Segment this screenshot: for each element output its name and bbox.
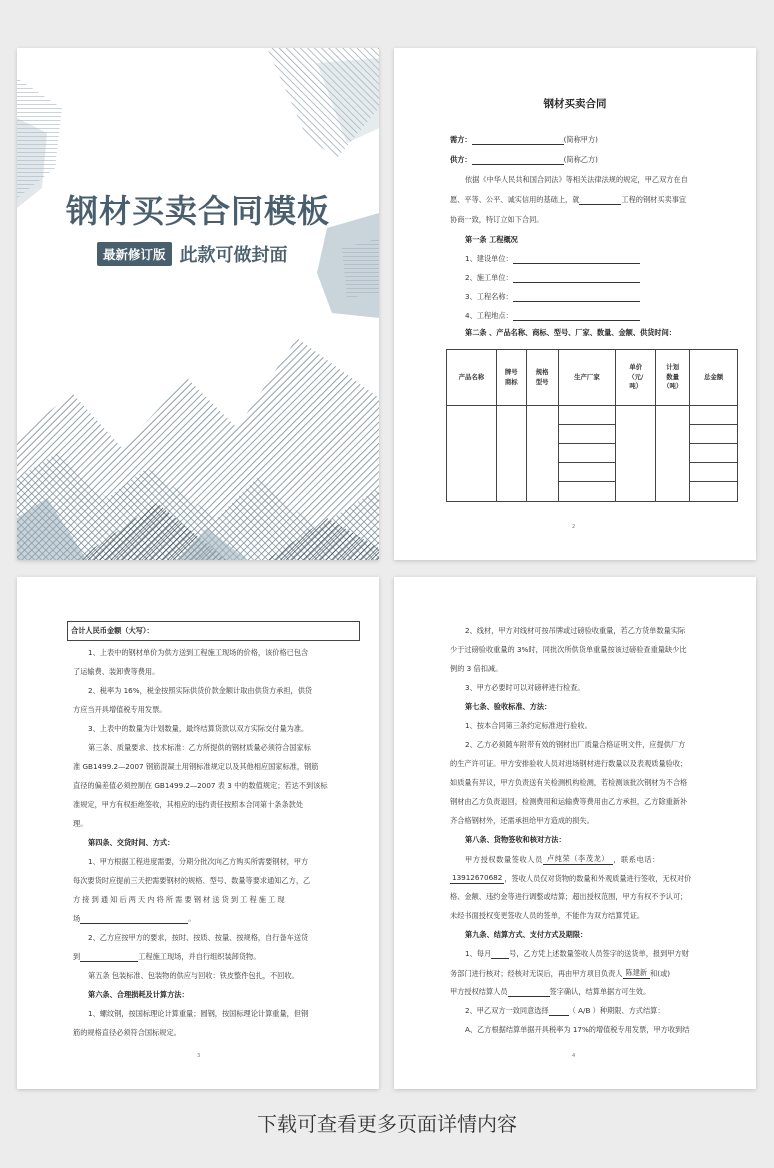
page-number: 2	[572, 524, 576, 530]
text-line: 理。	[73, 819, 88, 828]
text-line: 甲方授权结算人员 签字确认，结算单据方可生效。	[450, 987, 651, 996]
contract-page-4	[394, 577, 756, 1089]
text-line: 方接到通知后两天内将所需要钢材送货到工程施工现	[73, 895, 287, 904]
text-line: 2、税率为 16%，税金按照实际供货价款金额计取由供货方承担，供货	[88, 686, 313, 695]
receiver-name: 卢纯荣（李茂龙）	[543, 853, 613, 865]
text-line: 如质量有异议，甲方负责送有关检测机构检测，若检测该批次钢材为不合格	[450, 778, 688, 787]
table-header: 生产厂家	[558, 350, 616, 406]
text-line: 第五条 包装标准、包装物的供应与回收：铁皮整件包扎，不回收。	[88, 971, 299, 980]
text-line: 第三条、质量要求、技术标准：乙方所提供的钢材质量必须符合国家标	[88, 743, 311, 752]
cover-page	[17, 48, 379, 560]
table-header-row	[447, 350, 738, 406]
table-header: 计划 数量 （吨）	[656, 350, 690, 406]
manager-name: 陈建新	[623, 967, 651, 979]
text-line: 了运输费、装卸费等费用。	[73, 667, 160, 676]
text-line: 的生产许可证。甲方安排验收人员对进场钢材进行数量以及表观质量验收；	[450, 759, 688, 768]
page-number: 4	[572, 1053, 576, 1059]
project-item-2: 2、施工单位：	[465, 272, 640, 283]
article-2-heading: 第二条 、产品名称、商标、型号、厂家、数量、金额、供货时间：	[465, 328, 676, 337]
article-9-heading: 第九条、结算方式、支付方式及期限：	[465, 930, 588, 939]
text-line: 未经书面授权变更签收人员的签单，不能作为双方结算凭证。	[450, 911, 645, 920]
download-caption: 下载可查看更多页面详情内容	[257, 1112, 517, 1136]
text-line: 2、线材，甲方对线材可按吊牌或过磅验收重量，若乙方货单数量实际	[465, 626, 686, 635]
text-line: 3、上表中的数量为计划数量，最终结算货款以双方实际交付量为准。	[88, 724, 309, 733]
product-table	[446, 349, 738, 502]
seller-line: 供方： (简称乙方)	[450, 155, 598, 164]
project-item-1: 1、建设单位：	[465, 253, 640, 264]
table-header: 总金额	[690, 350, 738, 406]
intro-line-1: 依据《中华人民共和国合同法》等相关法律法规的规定，甲乙双方在自	[465, 175, 688, 184]
text-line: 齐合格钢材外，还需承担给甲方造成的损失。	[450, 816, 594, 825]
text-line: 每次要货时应提前三天把需要钢材的规格、型号、数量等要求通知乙方，乙	[73, 876, 311, 885]
intro-line-2: 愿、平等、公平、诚实信用的基础上，就 工程的钢材买卖事宜	[450, 195, 687, 204]
text-line: 1、按本合同第三条约定标准进行验收。	[465, 721, 592, 730]
text-line: 1、螺纹钢，按国标理论计算重量；圆钢，按国标理论计算重量，但钢	[88, 1009, 309, 1018]
project-item-4: 4、工程地点：	[465, 310, 640, 321]
buyer-blank	[472, 144, 564, 145]
cover-subtitle: 此款可做封面	[179, 245, 288, 266]
text-line: 准规定，甲方有权拒绝签收，其相应的违约责任按照本合同第十条条款处	[73, 800, 304, 809]
seller-blank	[472, 164, 564, 165]
text-line: 甲方授权数量签收人员 卢纯荣（李茂龙） ，联系电话：	[465, 854, 660, 864]
contract-page-3	[17, 577, 379, 1089]
sum-label: 合计人民币金额（大写）：	[71, 626, 154, 635]
cover-badge: 最新修订版	[97, 242, 172, 266]
cover-subtitle-row	[97, 241, 288, 267]
article-1-heading: 第一条 工程概况	[465, 235, 518, 244]
article-7-heading: 第七条、验收标准、方法：	[465, 702, 552, 711]
project-item-3: 3、工程名称：	[465, 291, 640, 302]
table-header: 产品名称	[447, 350, 497, 406]
table-header: 规格 型号	[526, 350, 558, 406]
article-6-heading: 第六条、合理损耗及计算方法：	[88, 990, 189, 999]
text-line: 格、金额、违约金等进行调整或结算；超出授权范围，甲方有权不予认可；	[450, 892, 688, 901]
text-line: 3、甲方必要时可以对磅秤进行检查。	[465, 683, 585, 692]
text-line: 少于过磅验收重量的 3%时，同批次所供货单重量按该过磅验查重量缺少比	[450, 645, 687, 654]
cover-title: 钢材买卖合同模板	[65, 192, 330, 230]
table-header: 牌号 商标	[496, 350, 526, 406]
article-4-heading: 第四条、交货时间、方式：	[88, 838, 175, 847]
text-line: 1、甲方根据工程进度需要，分期分批次向乙方购买所需要钢材，甲方	[88, 857, 309, 866]
text-line: 13912670682 ，签收人员仅对货物的数量和外观质量进行签收，无权对价	[452, 873, 692, 883]
text-line: A、乙方根据结算单据开具税率为 17%的增值税专用发票，甲方收到结	[465, 1025, 690, 1034]
text-line: 1、每月 号，乙方凭上述数量签收人员签字的送货单，报到甲方财	[465, 949, 689, 958]
text-line: 场 。	[73, 914, 196, 923]
table-row	[447, 406, 738, 425]
text-line: 直径的偏差值必须控制在 GB1499.2—2007 表 3 中的数值规定；若达不到该标	[73, 781, 328, 790]
article-8-heading: 第八条、货物签收和核对方法：	[465, 835, 566, 844]
contract-page-2	[394, 48, 756, 560]
text-line: 准 GB1499.2—2007 钢筋混凝土用钢标准规定以及其他相应国家标准，钢筋	[73, 762, 319, 771]
text-line: 例的 3 倍扣减。	[450, 664, 503, 673]
text-line: 2、乙方应按甲方的要求，按时、按质、按量、按规格，自行备车送货	[88, 933, 309, 942]
cover-geometric-pattern	[17, 48, 379, 560]
contract-title: 钢材买卖合同	[543, 98, 607, 110]
buyer-line: 需方： (简称甲方)	[450, 135, 598, 144]
text-line: 钢材由乙方负责退回，检测费用和运输费等费用由乙方承担，乙方除重新补	[450, 797, 688, 806]
text-line: 到 工程施工现场，并自行组织装卸货物。	[73, 952, 261, 961]
text-line: 务部门进行核对；经核对无误后，再由甲方项目负责人 陈建新 和(或)	[450, 968, 671, 978]
table-header: 单价 （元/ 吨）	[616, 350, 656, 406]
phone-number: 13912670682	[450, 872, 504, 884]
text-line: 筋的规格直径必须符合国标规定。	[73, 1028, 181, 1037]
text-line: 2、乙方必须随车附带有效的钢材出厂质量合格证明文件，应提供厂方	[465, 740, 686, 749]
text-line: 1、上表中的钢材单价为供方送到工程施工现场的价格，该价格已包含	[88, 648, 309, 657]
text-line: 2、甲乙双方一致同意选择 （ A/B ）种期限、方式结算：	[465, 1006, 665, 1015]
text-line: 方应当开具增值税专用发票。	[73, 705, 167, 714]
intro-line-3: 协商一致，特订立如下合同。	[450, 215, 544, 224]
page-number: 3	[197, 1053, 201, 1059]
